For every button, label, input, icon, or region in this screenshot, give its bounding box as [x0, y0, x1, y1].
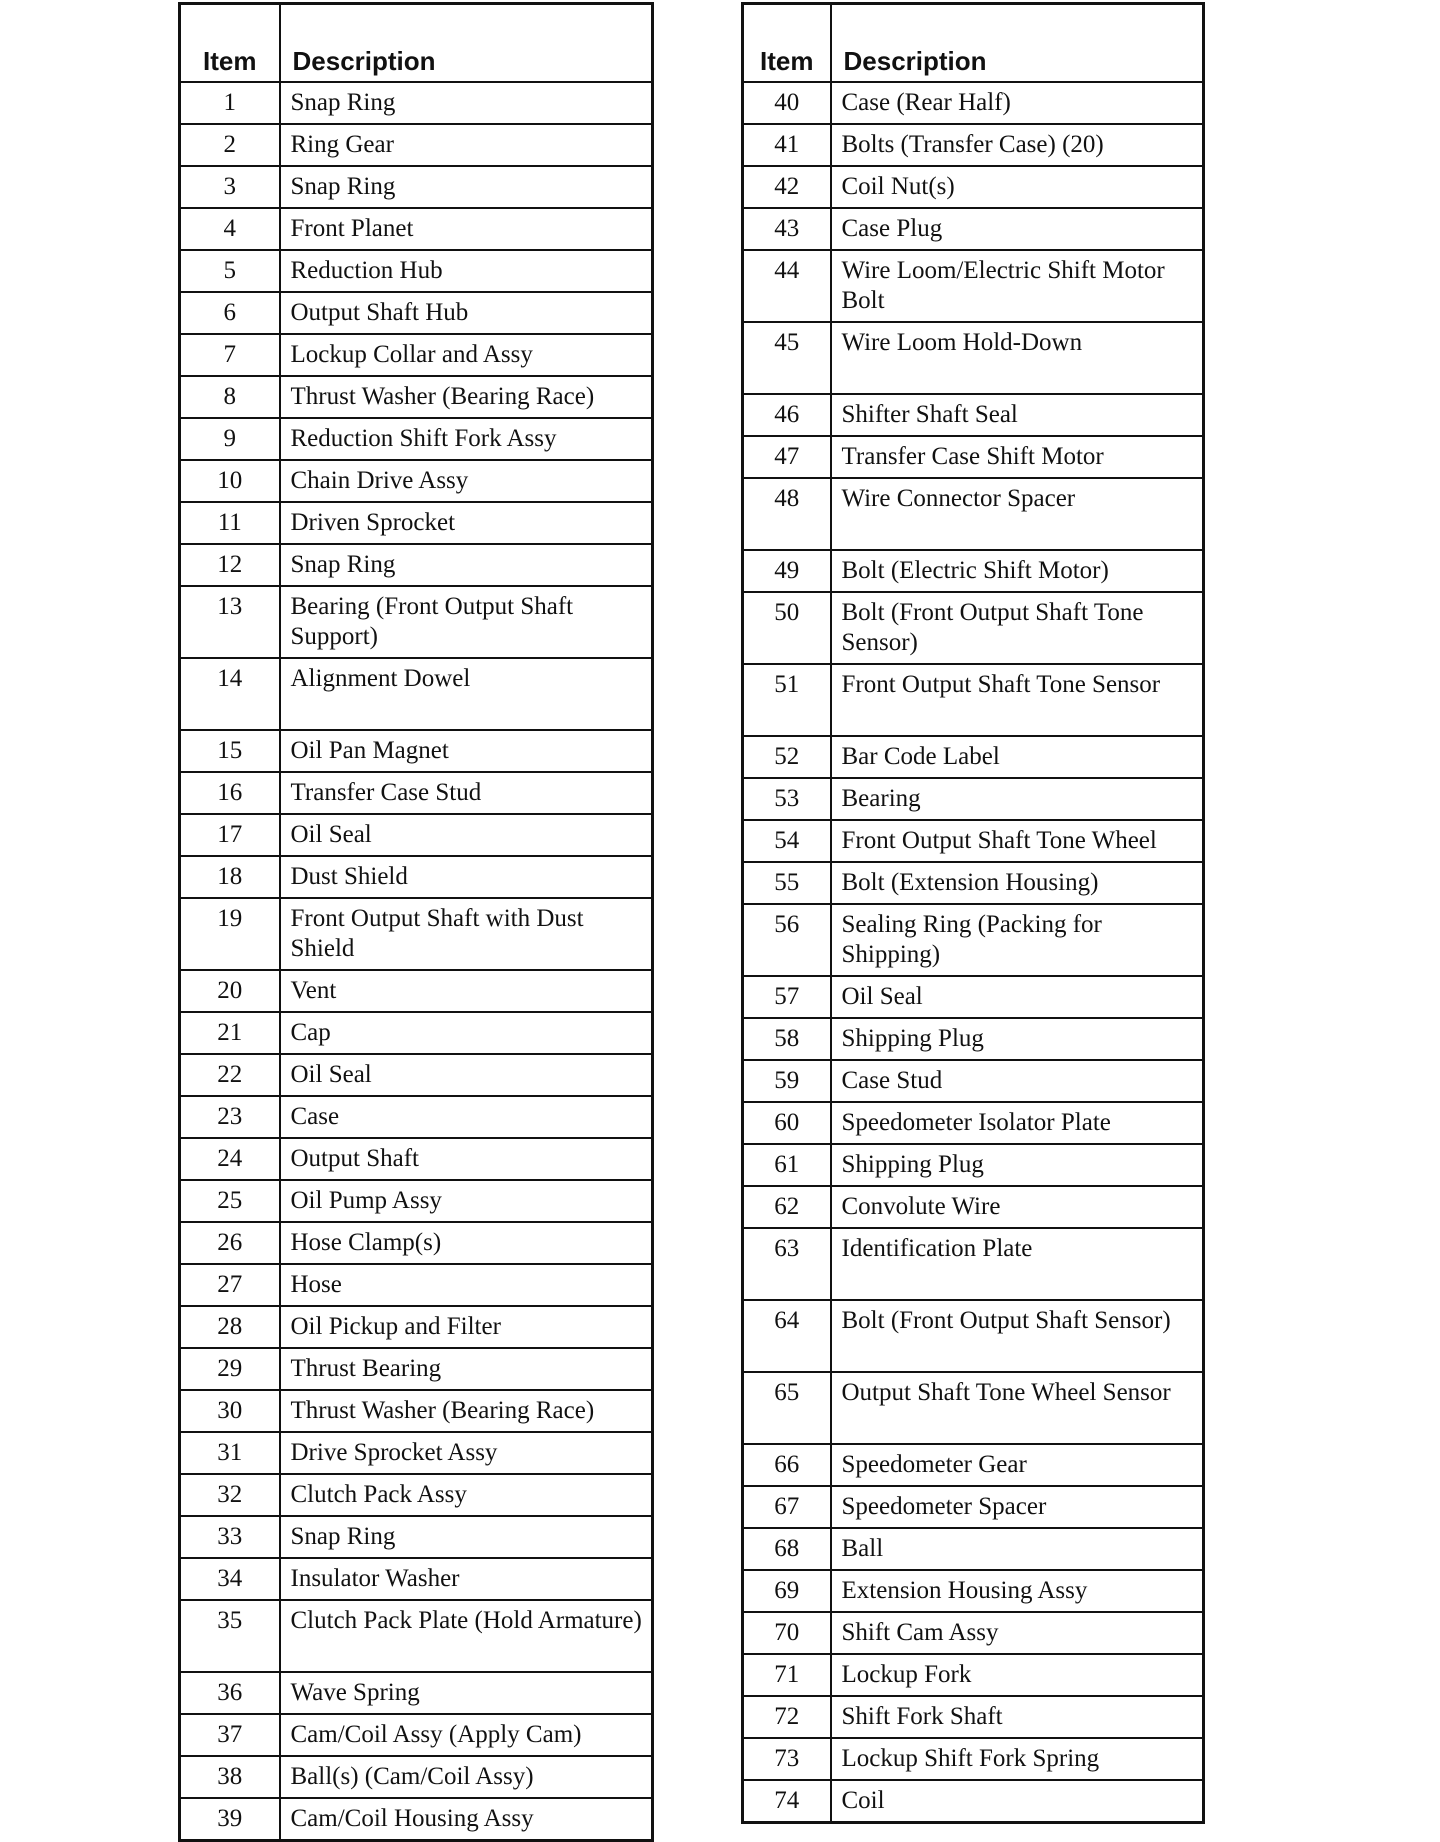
item-number: 53: [743, 778, 831, 820]
table-row: [743, 1486, 1204, 1528]
item-number: 19: [180, 898, 280, 970]
item-number: 17: [180, 814, 280, 856]
item-number: 46: [743, 394, 831, 436]
parts-table-left: [178, 2, 654, 1842]
item-description: Bolt (Front Output Shaft Sensor): [831, 1300, 1204, 1372]
table-row: [743, 208, 1204, 250]
item-description: Transfer Case Shift Motor: [831, 436, 1204, 478]
table-row: [180, 1432, 653, 1474]
table-row: [180, 1756, 653, 1798]
table-row: [743, 1144, 1204, 1186]
item-description: Oil Seal: [280, 814, 653, 856]
table-row: [180, 1672, 653, 1714]
item-number: 36: [180, 1672, 280, 1714]
item-description: Bearing: [831, 778, 1204, 820]
item-description: Bearing (Front Output Shaft Support): [280, 586, 653, 658]
item-description: Vent: [280, 970, 653, 1012]
item-description: Reduction Shift Fork Assy: [280, 418, 653, 460]
item-description: Oil Seal: [831, 976, 1204, 1018]
item-description: Cam/Coil Assy (Apply Cam): [280, 1714, 653, 1756]
item-description: Front Output Shaft Tone Wheel: [831, 820, 1204, 862]
item-number: 10: [180, 460, 280, 502]
table-row: [743, 904, 1204, 976]
item-description: Snap Ring: [280, 1516, 653, 1558]
item-description: Coil: [831, 1780, 1204, 1823]
item-number: 29: [180, 1348, 280, 1390]
item-number: 13: [180, 586, 280, 658]
item-description: Oil Seal: [280, 1054, 653, 1096]
item-description: Alignment Dowel: [280, 658, 653, 730]
item-column-header: Item: [180, 4, 280, 83]
item-number: 35: [180, 1600, 280, 1672]
item-number: 20: [180, 970, 280, 1012]
table-row: [180, 502, 653, 544]
table-row: [743, 322, 1204, 394]
item-number: 68: [743, 1528, 831, 1570]
item-description: Snap Ring: [280, 166, 653, 208]
item-number: 48: [743, 478, 831, 550]
parts-table-right: [741, 2, 1205, 1824]
table-row: [180, 1516, 653, 1558]
item-description: Oil Pickup and Filter: [280, 1306, 653, 1348]
item-description: Lockup Fork: [831, 1654, 1204, 1696]
item-description: Clutch Pack Assy: [280, 1474, 653, 1516]
item-description: Clutch Pack Plate (Hold Armature): [280, 1600, 653, 1672]
table-row: [743, 1696, 1204, 1738]
item-description: Ball(s) (Cam/Coil Assy): [280, 1756, 653, 1798]
table-row: [743, 1780, 1204, 1823]
item-description: Output Shaft: [280, 1138, 653, 1180]
table-row: [180, 334, 653, 376]
table-row: [743, 1372, 1204, 1444]
item-number: 50: [743, 592, 831, 664]
table-row: [180, 1180, 653, 1222]
table-row: [180, 124, 653, 166]
item-number: 69: [743, 1570, 831, 1612]
table-row: [743, 1186, 1204, 1228]
item-number: 18: [180, 856, 280, 898]
item-number: 40: [743, 82, 831, 124]
item-description: Case Stud: [831, 1060, 1204, 1102]
item-description: Hose: [280, 1264, 653, 1306]
item-description: Case Plug: [831, 208, 1204, 250]
table-row: [180, 1222, 653, 1264]
table-row: [180, 1714, 653, 1756]
item-number: 60: [743, 1102, 831, 1144]
item-number: 51: [743, 664, 831, 736]
item-description: Speedometer Spacer: [831, 1486, 1204, 1528]
item-description: Cam/Coil Housing Assy: [280, 1798, 653, 1841]
table-row: [743, 1570, 1204, 1612]
item-description: Shipping Plug: [831, 1144, 1204, 1186]
item-number: 70: [743, 1612, 831, 1654]
item-description: Drive Sprocket Assy: [280, 1432, 653, 1474]
item-number: 49: [743, 550, 831, 592]
item-number: 21: [180, 1012, 280, 1054]
item-number: 74: [743, 1780, 831, 1823]
item-description: Thrust Bearing: [280, 1348, 653, 1390]
item-description: Speedometer Isolator Plate: [831, 1102, 1204, 1144]
item-description: Output Shaft Tone Wheel Sensor: [831, 1372, 1204, 1444]
table-row: [743, 1228, 1204, 1300]
item-description: Bolt (Electric Shift Motor): [831, 550, 1204, 592]
item-number: 55: [743, 862, 831, 904]
item-number: 73: [743, 1738, 831, 1780]
table-row: [180, 586, 653, 658]
table-row: [743, 862, 1204, 904]
item-description: Wire Connector Spacer: [831, 478, 1204, 550]
table-row: [743, 1654, 1204, 1696]
table-row: [180, 814, 653, 856]
table-row: [743, 166, 1204, 208]
table-row: [180, 1306, 653, 1348]
item-description: Ball: [831, 1528, 1204, 1570]
table-row: [180, 730, 653, 772]
item-number: 65: [743, 1372, 831, 1444]
table-row: [743, 1060, 1204, 1102]
item-number: 45: [743, 322, 831, 394]
table-row: [180, 658, 653, 730]
item-description: Bolt (Front Output Shaft Tone Sensor): [831, 592, 1204, 664]
item-number: 64: [743, 1300, 831, 1372]
description-column-header: Description: [280, 4, 653, 83]
item-number: 30: [180, 1390, 280, 1432]
table-row: [743, 1612, 1204, 1654]
item-description: Wave Spring: [280, 1672, 653, 1714]
item-number: 9: [180, 418, 280, 460]
table-row: [743, 124, 1204, 166]
item-number: 26: [180, 1222, 280, 1264]
item-number: 11: [180, 502, 280, 544]
table-row: [180, 898, 653, 970]
item-number: 59: [743, 1060, 831, 1102]
item-number: 71: [743, 1654, 831, 1696]
item-number: 25: [180, 1180, 280, 1222]
table-row: [743, 592, 1204, 664]
table-row: [180, 970, 653, 1012]
item-number: 32: [180, 1474, 280, 1516]
item-number: 1: [180, 82, 280, 124]
parts-table-right-body: [743, 82, 1204, 1823]
item-description: Bar Code Label: [831, 736, 1204, 778]
item-number: 37: [180, 1714, 280, 1756]
item-description: Reduction Hub: [280, 250, 653, 292]
item-number: 63: [743, 1228, 831, 1300]
item-number: 8: [180, 376, 280, 418]
item-description: Front Output Shaft Tone Sensor: [831, 664, 1204, 736]
item-description: Lockup Collar and Assy: [280, 334, 653, 376]
table-row: [743, 250, 1204, 322]
table-row: [180, 1798, 653, 1841]
item-number: 52: [743, 736, 831, 778]
item-number: 43: [743, 208, 831, 250]
item-description: Driven Sprocket: [280, 502, 653, 544]
item-description: Shift Cam Assy: [831, 1612, 1204, 1654]
table-row: [743, 1102, 1204, 1144]
item-description: Case (Rear Half): [831, 82, 1204, 124]
item-number: 2: [180, 124, 280, 166]
table-row: [743, 664, 1204, 736]
item-description: Cap: [280, 1012, 653, 1054]
table-row: [180, 250, 653, 292]
table-row: [743, 1444, 1204, 1486]
item-description: Case: [280, 1096, 653, 1138]
table-row: [743, 976, 1204, 1018]
item-number: 41: [743, 124, 831, 166]
item-number: 22: [180, 1054, 280, 1096]
item-number: 39: [180, 1798, 280, 1841]
table-row: [180, 772, 653, 814]
item-number: 61: [743, 1144, 831, 1186]
item-description: Thrust Washer (Bearing Race): [280, 1390, 653, 1432]
table-row: [180, 1600, 653, 1672]
item-number: 4: [180, 208, 280, 250]
item-number: 44: [743, 250, 831, 322]
item-number: 38: [180, 1756, 280, 1798]
item-description: Wire Loom Hold-Down: [831, 322, 1204, 394]
item-description: Speedometer Gear: [831, 1444, 1204, 1486]
item-number: 57: [743, 976, 831, 1018]
table-row: [180, 1264, 653, 1306]
table-row: [743, 778, 1204, 820]
item-number: 33: [180, 1516, 280, 1558]
item-description: Snap Ring: [280, 82, 653, 124]
item-description: Insulator Washer: [280, 1558, 653, 1600]
item-number: 66: [743, 1444, 831, 1486]
item-description: Sealing Ring (Packing for Shipping): [831, 904, 1204, 976]
table-row: [180, 856, 653, 898]
item-number: 42: [743, 166, 831, 208]
item-number: 27: [180, 1264, 280, 1306]
item-description: Convolute Wire: [831, 1186, 1204, 1228]
item-description: Front Output Shaft with Dust Shield: [280, 898, 653, 970]
item-number: 24: [180, 1138, 280, 1180]
table-row: [180, 82, 653, 124]
table-row: [180, 1348, 653, 1390]
item-number: 6: [180, 292, 280, 334]
item-number: 31: [180, 1432, 280, 1474]
header-row: [743, 4, 1204, 83]
item-description: Oil Pan Magnet: [280, 730, 653, 772]
item-number: 12: [180, 544, 280, 586]
item-number: 56: [743, 904, 831, 976]
item-number: 47: [743, 436, 831, 478]
item-description: Shipping Plug: [831, 1018, 1204, 1060]
table-row: [180, 376, 653, 418]
table-row: [743, 736, 1204, 778]
table-row: [180, 1012, 653, 1054]
table-row: [180, 418, 653, 460]
item-description: Bolts (Transfer Case) (20): [831, 124, 1204, 166]
table-row: [743, 478, 1204, 550]
table-row: [180, 1096, 653, 1138]
item-number: 23: [180, 1096, 280, 1138]
item-description: Transfer Case Stud: [280, 772, 653, 814]
item-number: 28: [180, 1306, 280, 1348]
item-number: 58: [743, 1018, 831, 1060]
item-description: Lockup Shift Fork Spring: [831, 1738, 1204, 1780]
table-row: [743, 1300, 1204, 1372]
item-description: Oil Pump Assy: [280, 1180, 653, 1222]
table-row: [743, 1018, 1204, 1060]
item-number: 5: [180, 250, 280, 292]
table-row: [180, 1054, 653, 1096]
item-description: Identification Plate: [831, 1228, 1204, 1300]
table-row: [743, 820, 1204, 862]
header-row: [180, 4, 653, 83]
item-column-header: Item: [743, 4, 831, 83]
item-number: 72: [743, 1696, 831, 1738]
table-row: [180, 544, 653, 586]
item-number: 16: [180, 772, 280, 814]
table-row: [743, 1528, 1204, 1570]
item-description: Wire Loom/Electric Shift Motor Bolt: [831, 250, 1204, 322]
item-description: Shifter Shaft Seal: [831, 394, 1204, 436]
description-column-header: Description: [831, 4, 1204, 83]
table-row: [743, 1738, 1204, 1780]
table-row: [180, 166, 653, 208]
item-description: Shift Fork Shaft: [831, 1696, 1204, 1738]
table-row: [743, 394, 1204, 436]
table-row: [743, 436, 1204, 478]
item-description: Hose Clamp(s): [280, 1222, 653, 1264]
item-description: Output Shaft Hub: [280, 292, 653, 334]
item-number: 7: [180, 334, 280, 376]
table-row: [743, 82, 1204, 124]
item-description: Chain Drive Assy: [280, 460, 653, 502]
table-row: [743, 550, 1204, 592]
item-description: Dust Shield: [280, 856, 653, 898]
item-number: 62: [743, 1186, 831, 1228]
item-description: Snap Ring: [280, 544, 653, 586]
item-number: 14: [180, 658, 280, 730]
item-description: Ring Gear: [280, 124, 653, 166]
table-row: [180, 208, 653, 250]
parts-table-left-body: [180, 82, 653, 1841]
table-row: [180, 460, 653, 502]
table-row: [180, 292, 653, 334]
item-description: Front Planet: [280, 208, 653, 250]
item-number: 34: [180, 1558, 280, 1600]
item-description: Thrust Washer (Bearing Race): [280, 376, 653, 418]
table-row: [180, 1474, 653, 1516]
item-description: Extension Housing Assy: [831, 1570, 1204, 1612]
item-description: Bolt (Extension Housing): [831, 862, 1204, 904]
item-number: 15: [180, 730, 280, 772]
item-number: 67: [743, 1486, 831, 1528]
item-number: 54: [743, 820, 831, 862]
item-description: Coil Nut(s): [831, 166, 1204, 208]
item-number: 3: [180, 166, 280, 208]
table-row: [180, 1390, 653, 1432]
table-row: [180, 1138, 653, 1180]
table-row: [180, 1558, 653, 1600]
